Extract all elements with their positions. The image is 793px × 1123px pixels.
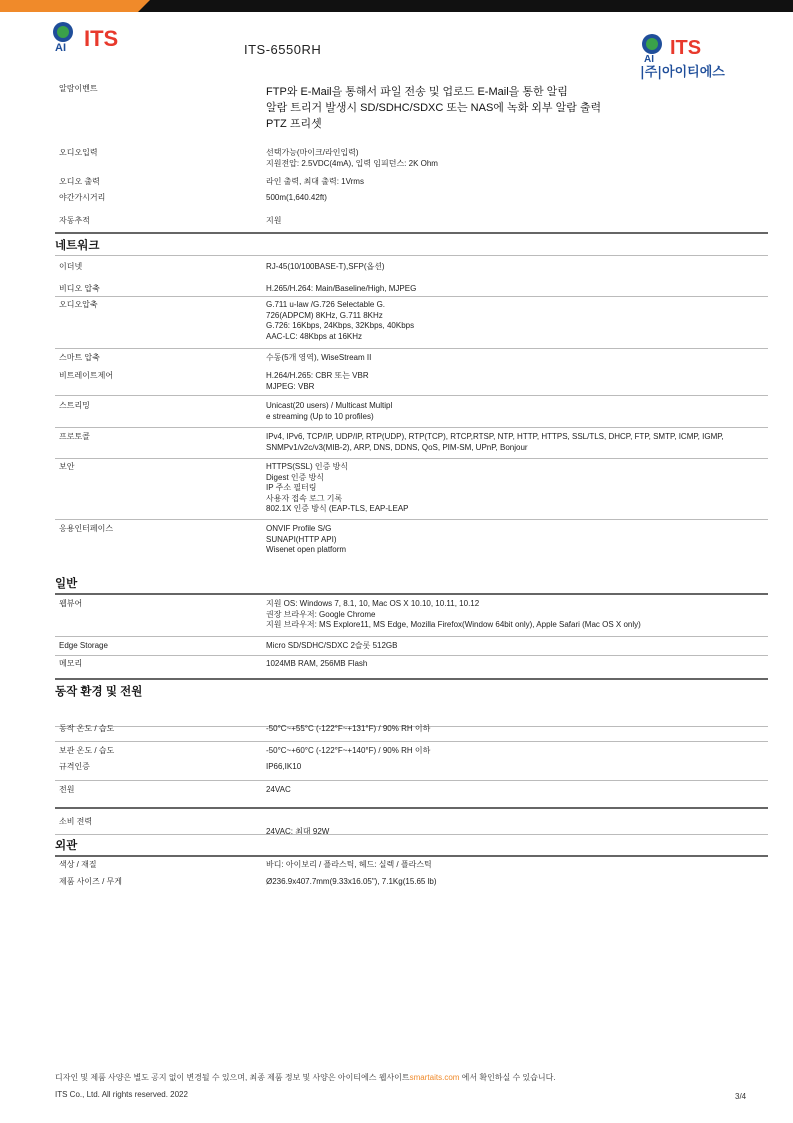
page-number: 3/4 xyxy=(735,1092,747,1101)
section-title-environment: 동작 환경 및 전원 xyxy=(55,686,143,698)
divider xyxy=(55,655,768,656)
svg-text:AI: AI xyxy=(644,54,654,65)
divider xyxy=(55,255,768,256)
divider xyxy=(55,807,768,809)
footer-disclaimer: 디자인 및 제품 사양은 별도 공지 없이 변경될 수 있으며, 최종 제품 정보 및 사양은 아이티에스 웹사이트smartaits.com 에서 확인하실 수 있습니다. xyxy=(55,1073,556,1082)
logo-its-text: ITS xyxy=(84,26,119,51)
divider xyxy=(55,458,768,459)
divider xyxy=(55,348,768,349)
website-link[interactable]: smartaits.com xyxy=(409,1073,460,1082)
footer-copyright: ITS Co., Ltd. All rights reserved. 2022 xyxy=(55,1090,188,1099)
top-bar xyxy=(0,0,793,12)
divider xyxy=(55,232,768,234)
divider xyxy=(55,519,768,520)
logo-its-text: ITS xyxy=(670,37,702,59)
divider xyxy=(55,395,768,396)
spec-label: 알람이벤트 xyxy=(59,84,98,93)
divider xyxy=(55,834,768,835)
section-title-network: 네트워크 xyxy=(55,240,100,252)
logo-ai-text: AI xyxy=(55,42,66,54)
section-title-exterior: 외관 xyxy=(55,840,78,852)
divider xyxy=(55,636,768,637)
divider xyxy=(55,855,768,857)
divider xyxy=(55,741,768,742)
logo-company-text: |주|아이티에스 xyxy=(640,65,725,80)
divider xyxy=(55,678,768,680)
section-title-general: 일반 xyxy=(55,578,78,590)
top-bar-accent xyxy=(0,0,150,12)
divider xyxy=(55,427,768,428)
its-company-logo-right xyxy=(636,32,746,80)
divider xyxy=(55,780,768,781)
spec-value: FTP와 E-Mail을 통해서 파일 전송 및 업로드 E-Mail을 통한 알림 알람 트리거 발생시 SD/SDHC/SDXC 또는 NAS에 녹화 외부 알람 출력 PTZ 프리셋 xyxy=(266,86,602,130)
divider xyxy=(55,593,768,595)
its-ai-logo-left xyxy=(48,20,138,54)
model-name: ITS-6550RH xyxy=(244,42,322,57)
divider xyxy=(55,296,768,297)
